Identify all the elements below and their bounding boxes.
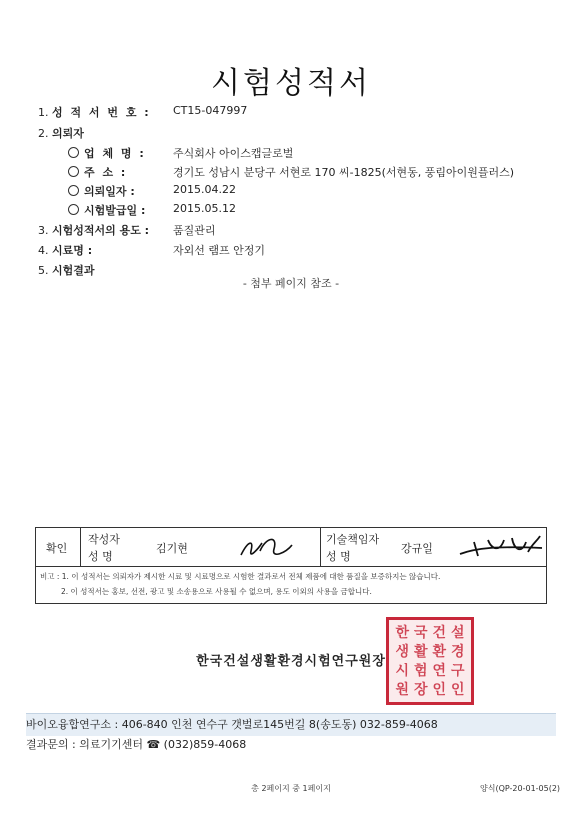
result-label: 시험결과 (52, 264, 95, 277)
remark-1: 비고 : 1. 이 성적서는 의뢰자가 제시한 시료 및 시료명으로 시험한 결과로서 전체 제품에 대한 품질을 보증하지는 않습니다. (40, 572, 441, 581)
purpose-label: 시험성적서의 용도 : (52, 224, 150, 237)
form-number: 양식(QP-20-01-05(2) (480, 784, 561, 793)
writer-name: 김기현 (156, 542, 188, 555)
seal-char: 건 (432, 625, 447, 641)
contact-inquiry: 결과문의 : 의료기기센터 ☎ (032)859-4068 (26, 738, 247, 751)
purpose-value: 품질관리 (173, 224, 216, 237)
seal-char: 연 (432, 663, 447, 679)
seal-char: 환 (432, 644, 447, 660)
confirmation-table (35, 527, 547, 604)
item-number: 1. (38, 106, 49, 119)
contact-address: 바이오융합연구소 : 406-840 인천 연수구 갯벌로145번길 8(송도동) 032-859-4068 (26, 713, 556, 736)
tech-name-label: 성 명 (326, 550, 351, 563)
seal-char: 장 (413, 682, 428, 698)
client-label: 의뢰자 (52, 127, 84, 140)
item-report-no (38, 104, 151, 120)
official-seal-icon (386, 617, 474, 705)
divider (36, 566, 546, 567)
item-number: 2. (38, 127, 49, 140)
sample-label: 시료명 : (52, 244, 93, 257)
item-number: 5. (38, 264, 49, 277)
writer-name-label: 성 명 (88, 550, 113, 563)
seal-char: 국 (413, 625, 428, 641)
seal-char: 경 (450, 644, 465, 660)
report-no-value: CT15-047997 (173, 104, 248, 117)
address-row-label: 주 소 : (68, 164, 127, 180)
issue-date-row-label: 시험발급일 : (68, 202, 145, 218)
seal-char: 설 (450, 625, 465, 641)
request-date-row-label: 의뢰일자 : (68, 183, 135, 199)
seal-char: 인 (450, 682, 465, 698)
divider (80, 528, 81, 566)
item-purpose (38, 222, 149, 238)
company-row-label: 업 체 명 : (68, 145, 146, 161)
attachment-note: - 첨부 페이지 참조 - (242, 277, 340, 290)
circle-bullet-icon (68, 147, 79, 158)
seal-char: 활 (413, 644, 428, 660)
page-number: 총 2페이지 중 1페이지 (251, 784, 331, 793)
confirm-label: 확인 (46, 542, 68, 555)
circle-bullet-icon (68, 204, 79, 215)
tech-manager-name: 강규일 (401, 542, 433, 555)
item-sample (38, 242, 92, 258)
request-date-value: 2015.04.22 (173, 183, 236, 196)
seal-char: 구 (450, 663, 465, 679)
seal-char: 험 (413, 663, 428, 679)
circle-bullet-icon (68, 185, 79, 196)
item-number: 3. (38, 224, 49, 237)
sample-value: 자외선 램프 안정기 (173, 244, 266, 257)
issue-date-value: 2015.05.12 (173, 202, 236, 215)
writer-label: 작성자 (88, 533, 120, 546)
item-client (38, 125, 84, 141)
seal-char: 인 (432, 682, 447, 698)
company-value: 주식회사 아이스캡글로벌 (173, 147, 294, 160)
seal-char: 한 (395, 625, 410, 641)
seal-char: 원 (395, 682, 410, 698)
document-title: 시험성적서 (211, 66, 371, 101)
seal-char: 시 (395, 663, 410, 679)
address-value: 경기도 성남시 분당구 서현로 170 씨-1825(서현동, 풍림아이원플러스) (173, 166, 515, 179)
remark-2: 2. 이 성적서는 홍보, 선전, 광고 및 소송용으로 사용될 수 없으며, 용도 이외의 사용을 금합니다. (61, 587, 372, 596)
writer-signature (236, 531, 296, 563)
organization-name: 한국건설생활환경시험연구원장 (196, 654, 386, 669)
circle-bullet-icon (68, 166, 79, 177)
item-number: 4. (38, 244, 49, 257)
tech-signature (456, 530, 546, 564)
divider (320, 528, 321, 566)
seal-char: 생 (395, 644, 410, 660)
tech-manager-label: 기술책임자 (326, 533, 380, 546)
report-no-label: 성 적 서 번 호 : (52, 106, 151, 119)
